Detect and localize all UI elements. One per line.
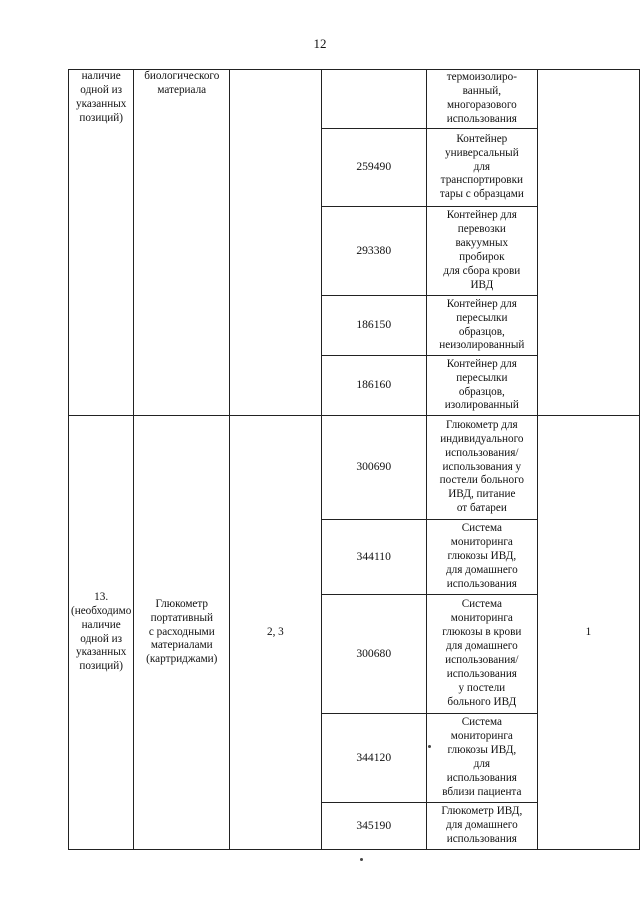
requirement-cell: [230, 70, 321, 416]
description-cell: Контейнер для пересылки образцов, неизолированный: [426, 296, 537, 356]
code-cell: 259490: [321, 129, 426, 207]
code-cell: 300690: [321, 416, 426, 520]
code-cell: 186150: [321, 296, 426, 356]
description-cell: Контейнер для перевозки вакуумных пробирок для сбора крови ИВД: [426, 207, 537, 296]
item-name-cell: биологического материала: [134, 70, 230, 416]
item-name-cell: Глюкометр портативный с расходными материалами (картриджами): [134, 416, 230, 850]
description-cell: Контейнер для пересылки образцов, изолированный: [426, 356, 537, 416]
position-cell: наличие одной из указанных позиций): [69, 70, 134, 416]
page-number: 12: [313, 36, 327, 51]
scan-speck: [360, 858, 363, 861]
quantity-cell: [537, 70, 639, 416]
code-cell: [321, 70, 426, 129]
code-cell: 344120: [321, 714, 426, 803]
code-cell: 300680: [321, 595, 426, 714]
code-cell: 186160: [321, 356, 426, 416]
code-cell: 344110: [321, 520, 426, 595]
equipment-table: [68, 69, 640, 850]
table-row: [69, 70, 640, 129]
description-cell: Система мониторинга глюкозы ИВД, для использования вблизи пациента: [426, 714, 537, 803]
scan-speck: [428, 745, 431, 748]
description-cell: Контейнер универсальный для транспортировки тары с образцами: [426, 129, 537, 207]
table-row: [69, 416, 640, 520]
requirement-cell: 2, 3: [230, 416, 321, 850]
description-cell: Система мониторинга глюкозы ИВД, для домашнего использования: [426, 520, 537, 595]
quantity-cell: 1: [537, 416, 639, 850]
code-cell: 345190: [321, 803, 426, 850]
description-cell: Глюкометр для индивидуального использования/ использования у постели больного ИВД, питание от батареи: [426, 416, 537, 520]
description-cell: термоизолиро- ванный, многоразового использования: [426, 70, 537, 129]
code-cell: 293380: [321, 207, 426, 296]
description-cell: Глюкометр ИВД, для домашнего использования: [426, 803, 537, 850]
description-cell: Система мониторинга глюкозы в крови для домашнего использования/ использования у постели больного ИВД: [426, 595, 537, 714]
position-cell: 13. (необходимо наличие одной из указанных позиций): [69, 416, 134, 850]
